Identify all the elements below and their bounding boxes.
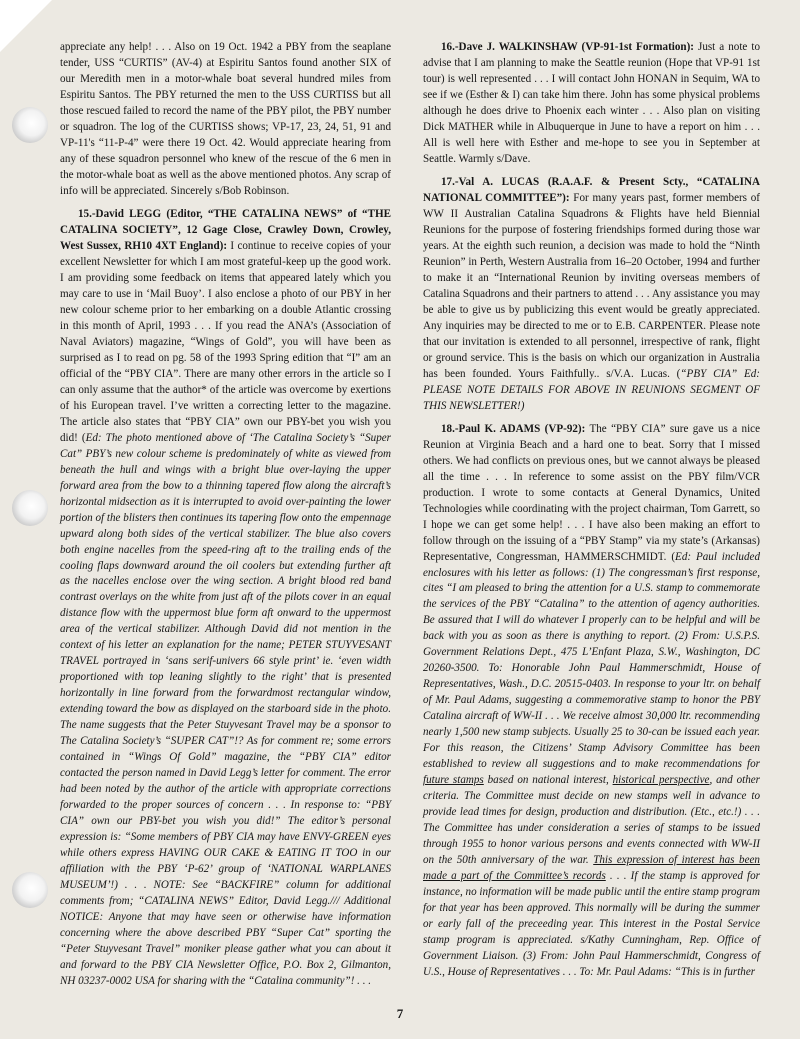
underlined-phrase: future stamps [423, 774, 484, 787]
right-column [423, 40, 760, 988]
letter-15-editor-note: Ed: The photo mentioned above of ‘The Catalina Society’s “Super Cat” PBY’s new colour scheme is predominately of white as viewed from beneath the hull and wings with a bright blue over-laying the upper forward area from the bow to a thinning tapered flow along the aircraft’s horizontal midsection as it is interrupted to avoid over-painting the lower portion of the blisters then continues its tapering flow onto the empennage upward along both sides of the vertical stabilizer. The blue also covers both engine nacelles from the speed-ring aft to the trailing ends of the cooling flaps downward around the oil coolers but extending further aft as the nacelles enclose over the wing section. A bright blood red band contrast overlays on the white from just aft of the pilots cover in an equal distance flow with the uppermost blue form aft onward to the uppermost area of the vertical stabilizer. Although David did not mention in the context of his letter an explanation for the name; PETER STUYVESANT TRAVEL portrayed in ‘sans serif-univers 66 style print’ ie. ‘even width proportioned with top leaning slightly to the right’ that is presented horizontally in line forward from the forwardmost rectangular window, extending toward the bow as displayed on the starboard side in the photo. The name suggests that the Peter Stuyvesant Travel may be a sponsor to The Catalina Society’s “SUPER CAT”!? As for comment re; some errors contained in “Wings Of Gold” magazine, the “PBY CIA” editor contacted the person named in David Legg’s letter for comment. The error had been noted by the author of the article with appropriate corrections forwarded to the proper sources of concern . . . In response to: “PBY CIA” own our PBY-bet you wish you did!” The editor’s personal expression is: “Some members of PBY CIA may have ENVY-GREEN eyes while others express HAVING OUR CAKE & EATING IT TOO in our affiliation with the PBY ‘P-62’ group of ‘NATIONAL WARPLANES MUSEUM’!) . . . NOTE: See “BACKFIRE” column for additional comments from; “CATALINA NEWS” Editor, David Legg./// Additional NOTICE: Anyone that may have seen or otherwise have information concerning where the above described PBY “Super Cat” sporting the “Peter Stuyvesant Travel” moniker please gather what you can about it and forward to the PBY CIA Newsletter Office, P.O. Box 2, Gilmanton, NH 03237-0002 USA for sharing with the “Catalina community”! . . . [60, 431, 391, 988]
letter-18-heading: 18.-Paul K. ADAMS (VP-92): [441, 422, 586, 435]
underlined-phrase: historical perspective [612, 774, 710, 787]
punch-hole [12, 490, 48, 526]
letter-18-note-part: . . . If the stamp is approved for instance, no information will be made public until the entire stamp program for that year has been approved. This normally will be during the summer or early fall of the preceeding year. This interest in the Postal Service stamp program is appreciated. s/Kathy Cunningham, Rep. Office of Government Liaison. (3) From: John Paul Hammerschmidt, Congress of U.S., House of Representatives . . . To: Mr. Paul Adams: “This is in further [423, 870, 760, 979]
letter-18-body: The “PBY CIA” sure gave us a nice Reunion at Virginia Beach and a hard one to beat. Sorry that I missed others. We had conflicts on previous ones, but we cannot always be pleased all the time . . . In reference to some assist on the PBY film/VCR production. I wrote to some contacts at General Dynamics, United Technologies while coordinating with the project chairman, Tom Garrett, so I hope we can get some help! . . . I have also been making an effort to follow through on the issuing of a “PBY Stamp” via my state’s (Arkansas) Representative, Congressman, HAMMERSCHMIDT. ( [423, 422, 760, 563]
punch-hole [12, 107, 48, 143]
folded-corner [0, 0, 52, 52]
letter-15-heading: 15.-David LEGG (Editor, “THE CATALINA NEWS” of “THE CATALINA SOCIETY”, 12 Gage Close, Crawley Down, Crowley, West Sussex, RH10 4XT England): [60, 207, 391, 252]
letter-17 [423, 175, 760, 415]
letter-17-body: For many years past, former members of WW II Australian Catalina Squadrons & Flights have held Biennial Reunions for the purpose of fostering friendships formed during those war years. At the eighth such reunion, a decision was made to hold the “Ninth Reunion” in Perth, Western Australia from 16–20 October, 1994 and further to make it an “International Reunion by inviting overseas members of Catalina Squadrons and their partners to attend . . . Any assistance you may be able to give us by publicizing this event would be greatly appreciated. Any inquiries may be directed to me or to E.B. CARPENTER. Please note that our invitation is extended to all personnel, irrespective of rank, flight or ground service. This is the basis on which our organization in Australia has been founded. Yours Faithfully.. s/V.A. Lucas. ( [423, 191, 760, 380]
letter-18 [423, 422, 760, 981]
letter-18-note-part: Ed: Paul included enclosures with his letter as follows: (1) The congressman’s first response, cites “I am pleased to bring the attention for a U.S. stamp to commemorate the services of the PBY “Catalina” to the attention of agency authorities. Be assured that I will do whatever I properly can to be helpful and will be back with you as soon as there is anything to report. (2) From: U.S.P.S. Government Relations Dept., 475 L’Enfant Plaza, S.W., Washington, DC 20260-3500. To: Honorable John Paul Hammerschmidt, House of Representatives, Wash., D.C. 20515-0403. In response to your ltr. on behalf of Mr. Paul Adams, suggesting a commemorative stamp to honor the PBY Catalina aircraft of WW-II . . . We receive almost 30,000 ltr. recommending nearly 1,500 new stamp subjects. Usually 25 to 30-can be issued each year. For this reason, the Citizens’ Stamp Advisory Committee has been established to review all suggestions and to make recommendations for [423, 550, 761, 771]
page-number: 7 [396, 1006, 404, 1021]
letter-18-note-part: , and other criteria. The Committee must decide on new stamps well in advance to provide lead times for design, production and distribution. (Etc., etc.!) . . . The Committee has under consideration a series of stamps to be issued through 1955 to honor various persons and events connected with WW-II on the 50th anniversary of the war. [423, 774, 760, 867]
underlined-phrase: This expression of interest has been made a part of the Committee’s records [423, 854, 760, 883]
letter-16-heading: 16.-Dave J. WALKINSHAW (VP-91-1st Formation): [441, 41, 694, 53]
letter-18-editor-note [423, 551, 760, 979]
letter-18-note-part: based on national interest, [483, 774, 613, 787]
letter-16 [423, 40, 760, 168]
letter-16-body: Just a note to advise that I am planning to make the Seattle reunion (Hope that VP-91 1st tour) is well represented . . . I will contact John HONAN in Sequim, WA to see if we (Esther & I) can take him there. John has some physical problems although he does drive to Phoenix each winter . . . Also plan on visiting Dick MATHER while in Albuquerque in June to have a report on him . . . All is well here with Esther and me-hope to see you in September at Seattle. Warmly s/Dave. [423, 41, 760, 165]
letter-15-body: I continue to receive copies of your excellent Newsletter for which I am most grateful-keep up the good work. I am providing some feedback on items that appeared lately which you may care to use in ‘Mail Buoy’. I also enclose a photo of our PBY in her new colour scheme prior to her embarking on a double Atlantic crossing in this month of April, 1993 . . . If you read the ANA’s (Association of Naval Aviators) magazine, “Wings of Gold”, you will have been as surprised as I to read on pg. 58 of the 1993 Spring edition that “I” am an official of the “PBY CIA”. There are many other errors in the article so I can only assume that the author* of the article was overcome by exertions of his European travel. I’ve written a correcting letter to the magazine. The article also states that “PBY CIA” own our PBY-bet you wish you did! ( [60, 239, 391, 444]
letter-15 [60, 207, 391, 990]
punch-hole [12, 872, 48, 908]
letter-17-heading: 17.-Val A. LUCAS (R.A.A.F. & Present Scty., “CATALINA NATIONAL COMMITTEE”): [423, 175, 760, 204]
intro-paragraph: appreciate any help! . . . Also on 19 Oct. 1942 a PBY from the seaplane tender, USS “CURTIS” (AV-4) at Espiritu Santos found another SIX of our Meredith men in a motor-whale boat several hundred miles from Espiritu Santos. The PBY returned the men to the USS CURTISS but all those rescued failed to record the name of the PBY pilot, the PBY number or squadron. The log of the CURTISS shows; VP-17, 23, 24, 51, 91 and VP-11's “11-P-4” were there 19 Oct. 42. Would appreciate hearing from any of these squadron personnel who knew of the rescue of the 6 men in the motor-whale boat as well as the above mentioned photos. Any scrap of info will be appreciated. Sincerely s/Bob Robinson. [60, 41, 391, 197]
left-column [60, 40, 391, 997]
letter-17-editor-note: “PBY CIA” Ed: PLEASE NOTE DETAILS FOR ABOVE IN REUNIONS SEGMENT OF THIS NEWSLETTER!) [423, 367, 760, 412]
